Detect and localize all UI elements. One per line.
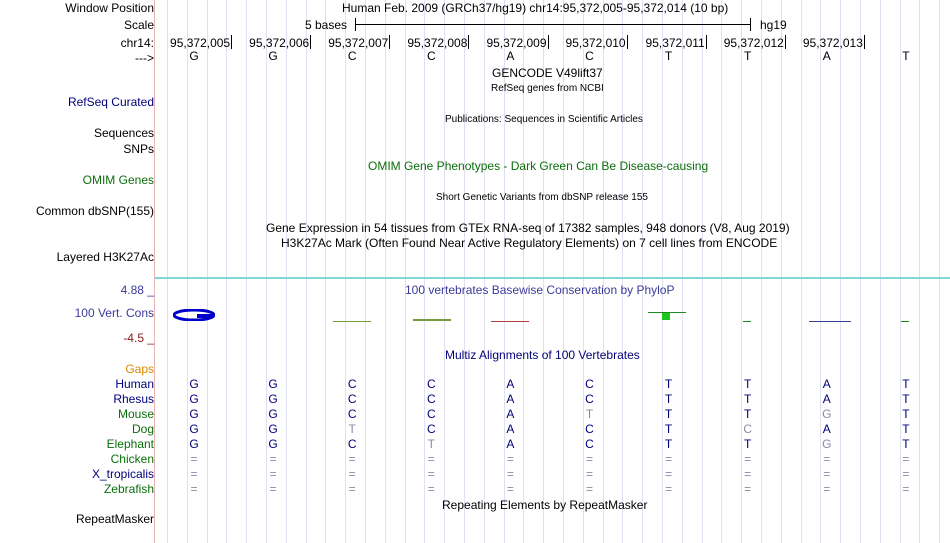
section-separator: [155, 277, 950, 279]
ruler-tick: [548, 35, 549, 49]
alignment-base: =: [823, 452, 831, 466]
alignment-base: C: [426, 392, 436, 406]
gridline: [484, 0, 485, 543]
alignment-base: G: [268, 407, 278, 421]
species-label-zebrafish[interactable]: Zebrafish: [103, 482, 154, 496]
alignment-base: A: [506, 392, 515, 406]
alignment-base: T: [427, 437, 435, 451]
ruler-tick: [706, 35, 707, 49]
gridline: [167, 0, 168, 543]
alignment-base: =: [585, 452, 593, 466]
alignment-base: C: [426, 377, 436, 391]
alignment-base: =: [427, 482, 435, 496]
label-sequences[interactable]: Sequences: [93, 126, 154, 140]
label-common-dbsnp[interactable]: Common dbSNP(155): [35, 204, 154, 218]
gridline: [761, 0, 762, 543]
species-label-elephant[interactable]: Elephant: [106, 437, 154, 451]
alignment-base: C: [347, 392, 357, 406]
h3k27ac-title[interactable]: H3K27Ac Mark (Often Found Near Active Regulatory Elements) on 7 cell lines from ENCODE: [281, 236, 778, 250]
label-strand-arrow[interactable]: --->: [135, 51, 154, 65]
gridline: [286, 0, 287, 543]
gridline: [622, 0, 623, 543]
phylop-bar-5: [491, 321, 529, 322]
gridline: [306, 0, 307, 543]
phylop-title[interactable]: 100 vertebrates Basewise Conservation by PhyloP: [405, 283, 675, 297]
alignment-base: =: [585, 482, 593, 496]
label-repeatmasker[interactable]: RepeatMasker: [75, 512, 154, 526]
alignment-base: T: [744, 407, 752, 421]
alignment-base: C: [743, 422, 753, 436]
label-phylop-min: -4.5 _: [123, 331, 154, 345]
base-letter: G: [189, 49, 199, 63]
alignment-base: T: [902, 422, 910, 436]
gridline: [226, 0, 227, 543]
gencode-title[interactable]: GENCODE V49lift37: [492, 66, 603, 80]
alignment-base: =: [585, 467, 593, 481]
alignment-base: T: [744, 377, 752, 391]
alignment-base: A: [506, 407, 515, 421]
alignment-base: A: [506, 422, 515, 436]
alignment-base: T: [664, 437, 673, 451]
gridline: [781, 0, 782, 543]
alignment-base: T: [664, 392, 673, 406]
alignment-base: G: [268, 437, 278, 451]
gridline: [880, 0, 881, 543]
label-chrom: chr14:: [120, 36, 154, 50]
ruler-tick: [389, 35, 390, 49]
gridline: [721, 0, 722, 543]
alignment-base: G: [189, 422, 199, 436]
alignment-base: =: [427, 452, 435, 466]
scale-bar: [355, 24, 751, 25]
alignment-base: T: [744, 437, 752, 451]
alignment-base: A: [506, 437, 515, 451]
alignment-base: =: [269, 467, 277, 481]
alignment-base: =: [665, 467, 673, 481]
alignment-base: =: [348, 482, 356, 496]
gridline: [405, 0, 406, 543]
alignment-base: A: [822, 392, 831, 406]
phylop-bar-9: [809, 321, 851, 322]
dbsnp-title[interactable]: Short Genetic Variants from dbSNP release 155: [436, 192, 648, 203]
gridline: [919, 0, 920, 543]
repeatmasker-title[interactable]: Repeating Elements by RepeatMasker: [442, 498, 648, 512]
alignment-base: =: [744, 452, 752, 466]
alignment-base: =: [902, 452, 910, 466]
alignment-base: =: [269, 482, 277, 496]
ruler-position-label: 95,372,005: [170, 36, 231, 50]
alignment-base: T: [585, 407, 594, 421]
alignment-base: G: [189, 407, 199, 421]
phylop-peak-7: [662, 313, 670, 320]
alignment-base: =: [744, 467, 752, 481]
alignment-base: C: [347, 377, 357, 391]
omim-phenotypes-title[interactable]: OMIM Gene Phenotypes - Dark Green Can Be Disease-causing: [368, 159, 709, 173]
base-letter: A: [822, 49, 831, 63]
alignment-base: C: [585, 392, 594, 406]
scale-bar-right-tick: [750, 18, 751, 31]
scale-text: 5 bases: [305, 18, 348, 32]
ruler-tick: [310, 35, 311, 49]
ruler-tick: [627, 35, 628, 49]
alignment-base: C: [585, 377, 594, 391]
alignment-base: =: [506, 467, 514, 481]
gridline: [464, 0, 465, 543]
scale-bar-left-tick: [355, 18, 356, 31]
ruler-position-label: 95,372,009: [486, 36, 547, 50]
alignment-base: G: [268, 377, 278, 391]
gridline: [207, 0, 208, 543]
base-letter: T: [902, 49, 910, 63]
ruler-position-label: 95,372,007: [328, 36, 389, 50]
label-gaps[interactable]: Gaps: [125, 362, 154, 376]
phylop-g-logo: [173, 309, 215, 321]
alignment-base: =: [190, 482, 198, 496]
label-scale: Scale: [123, 18, 154, 32]
species-label-rhesus[interactable]: Rhesus: [113, 392, 154, 406]
alignment-base: C: [347, 437, 357, 451]
label-100-vert-cons[interactable]: 100 Vert. Cons: [74, 306, 154, 320]
alignment-base: C: [426, 407, 436, 421]
alignment-base: A: [822, 377, 831, 391]
alignment-base: G: [189, 377, 199, 391]
label-window-position: Window Position: [65, 1, 154, 15]
alignment-base: C: [347, 407, 357, 421]
alignment-base: T: [902, 392, 910, 406]
gridline: [860, 0, 861, 543]
gridline: [939, 0, 940, 543]
alignment-base: G: [268, 392, 278, 406]
alignment-base: T: [348, 422, 356, 436]
species-label-chicken[interactable]: Chicken: [110, 452, 154, 466]
gridline: [325, 0, 326, 543]
base-letter: A: [506, 49, 515, 63]
alignment-base: =: [348, 452, 356, 466]
alignment-base: =: [665, 452, 673, 466]
multiz-title[interactable]: Multiz Alignments of 100 Vertebrates: [445, 348, 640, 362]
alignment-base: =: [823, 467, 831, 481]
ruler-position-label: 95,372,006: [249, 36, 310, 50]
alignment-base: A: [506, 377, 515, 391]
alignment-base: G: [822, 437, 832, 451]
ruler-tick: [231, 35, 232, 49]
alignment-base: C: [426, 422, 436, 436]
label-phylop-max: 4.88 _: [120, 283, 154, 297]
alignment-base: =: [665, 482, 673, 496]
phylop-bar-10: [901, 321, 909, 322]
base-letter: G: [268, 49, 278, 63]
species-label-x_tropicalis[interactable]: X_tropicalis: [91, 467, 154, 481]
alignment-base: =: [427, 467, 435, 481]
gtex-title[interactable]: Gene Expression in 54 tissues from GTEx RNA-seq of 17382 samples, 948 donors (V8, Aug 2019): [266, 221, 790, 235]
alignment-base: G: [822, 407, 832, 421]
alignment-base: G: [189, 392, 199, 406]
base-letter: T: [664, 49, 673, 63]
ruler-tick: [785, 35, 786, 49]
alignment-base: =: [744, 482, 752, 496]
base-letter: T: [744, 49, 752, 63]
gridline: [365, 0, 366, 543]
species-label-human[interactable]: Human: [115, 377, 154, 391]
ruler-position-label: 95,372,012: [723, 36, 784, 50]
ruler-tick: [468, 35, 469, 49]
alignment-base: A: [822, 422, 831, 436]
species-label-dog[interactable]: Dog: [131, 422, 154, 436]
ruler-position-label: 95,372,013: [802, 36, 863, 50]
alignment-base: =: [190, 452, 198, 466]
label-omim-genes[interactable]: OMIM Genes: [82, 173, 154, 187]
alignment-base: T: [902, 437, 910, 451]
alignment-base: G: [189, 437, 199, 451]
gridline: [702, 0, 703, 543]
phylop-bar-4: [413, 319, 451, 321]
alignment-base: =: [902, 467, 910, 481]
ruler-position-label: 95,372,008: [407, 36, 468, 50]
gridline: [444, 0, 445, 543]
alignment-base: =: [190, 467, 198, 481]
base-letter: C: [347, 49, 357, 63]
alignment-base: T: [902, 377, 910, 391]
label-layered-h3k27ac[interactable]: Layered H3K27Ac: [56, 250, 154, 264]
window-position-title: Human Feb. 2009 (GRCh37/hg19) chr14:95,372,005-95,372,014 (10 bp): [342, 1, 729, 15]
phylop-bar-8: [743, 321, 751, 322]
alignment-base: T: [744, 392, 752, 406]
alignment-base: =: [902, 482, 910, 496]
alignment-base: T: [664, 407, 673, 421]
alignment-base: =: [348, 467, 356, 481]
ruler-position-label: 95,372,010: [565, 36, 626, 50]
ruler-tick: [864, 35, 865, 49]
label-snps[interactable]: SNPs: [123, 142, 154, 156]
refseq-title[interactable]: RefSeq genes from NCBI: [491, 83, 604, 94]
alignment-base: C: [585, 437, 594, 451]
publications-title[interactable]: Publications: Sequences in Scientific Articles: [445, 114, 643, 125]
alignment-base: =: [506, 452, 514, 466]
gridline: [246, 0, 247, 543]
alignment-base: G: [268, 422, 278, 436]
alignment-base: =: [506, 482, 514, 496]
alignment-base: T: [664, 422, 673, 436]
base-letter: C: [585, 49, 594, 63]
scale-assembly: hg19: [760, 18, 787, 32]
label-refseq-curated[interactable]: RefSeq Curated: [67, 95, 154, 109]
gridline: [385, 0, 386, 543]
ruler-position-label: 95,372,011: [645, 36, 705, 50]
alignment-base: T: [902, 407, 910, 421]
phylop-bar-3: [333, 321, 371, 322]
gridline: [642, 0, 643, 543]
species-label-mouse[interactable]: Mouse: [117, 407, 154, 421]
gridline: [682, 0, 683, 543]
alignment-base: =: [823, 482, 831, 496]
alignment-base: T: [664, 377, 673, 391]
gridline: [801, 0, 802, 543]
alignment-base: =: [269, 452, 277, 466]
gridline: [840, 0, 841, 543]
alignment-base: C: [585, 422, 594, 436]
base-letter: C: [426, 49, 436, 63]
